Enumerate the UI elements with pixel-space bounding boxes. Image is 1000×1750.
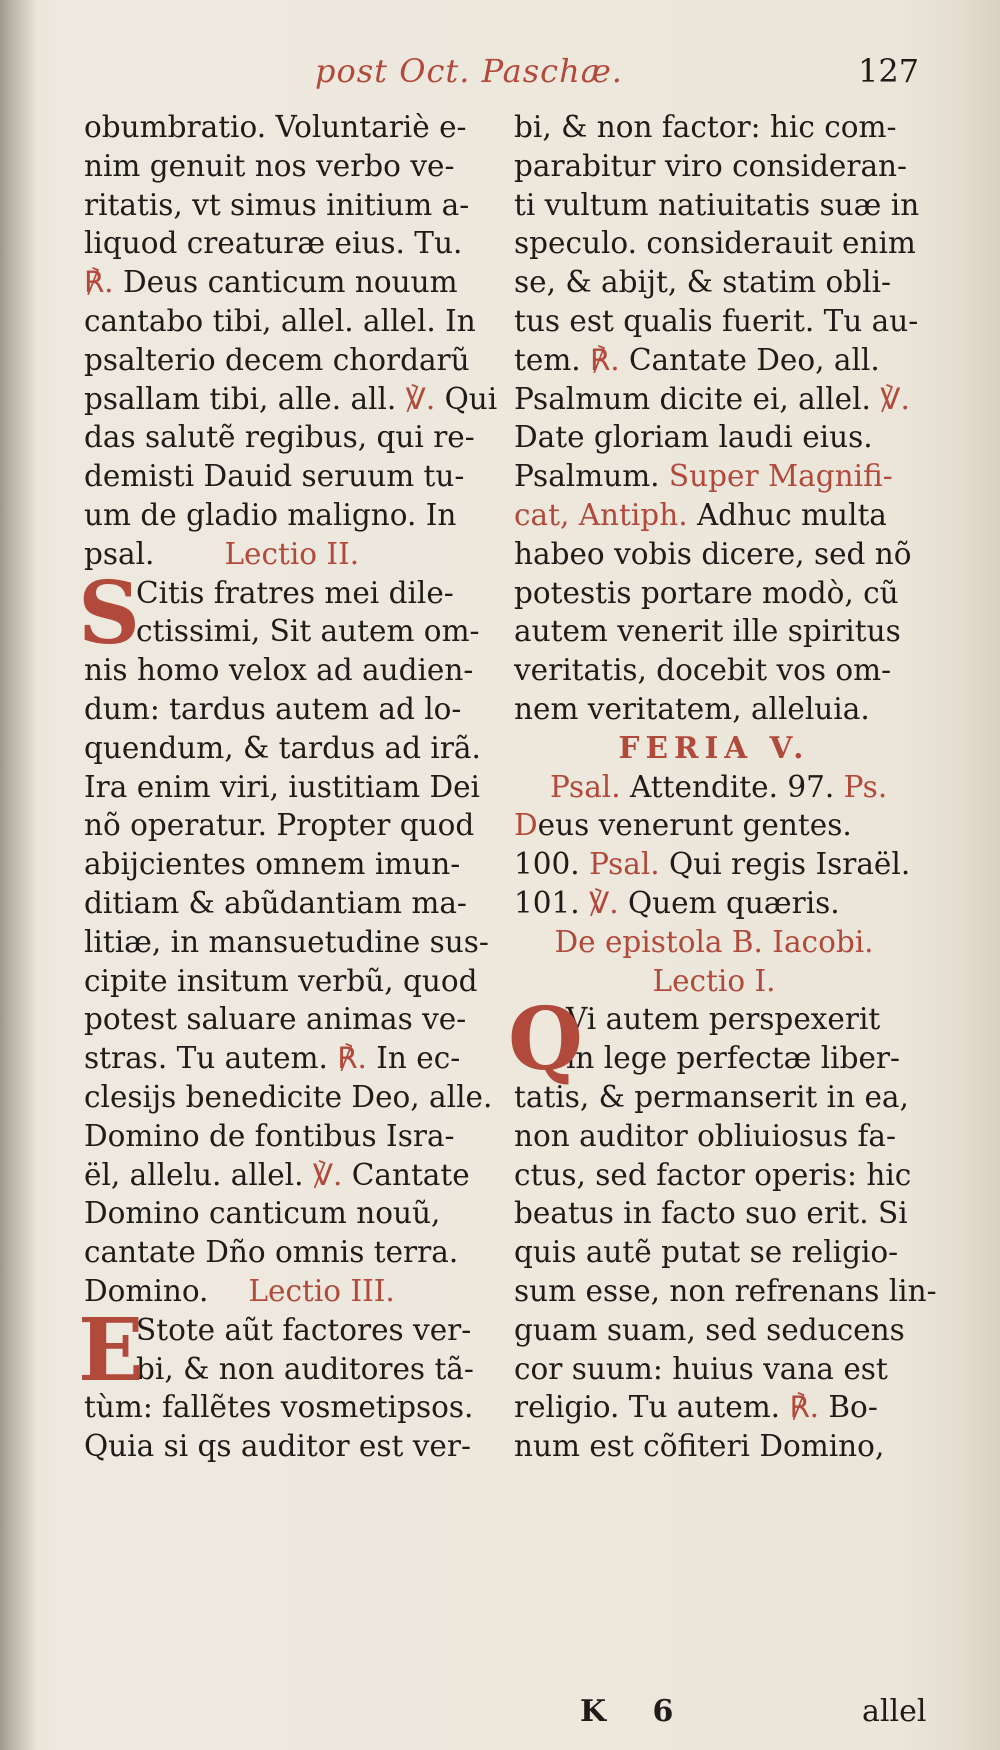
text-line: cantate Dño omnis terra. [84, 1235, 459, 1270]
text-line: guam suam, sed seducens [514, 1312, 905, 1347]
text-line: autem venerit ille spiritus [514, 614, 901, 649]
text-line: um de gladio maligno. In [84, 497, 457, 532]
text-line: cantabo tibi, allel. allel. In [84, 303, 476, 338]
left-column [78, 108, 498, 1466]
text-line: liquod creaturæ eius. Tu. [84, 226, 463, 261]
text-line: potest saluare animas ve- [84, 1002, 467, 1037]
text-line: 100. Psal. Qui regis Israël. [514, 847, 911, 882]
text-line: cat, Antiph. Adhuc multa [514, 497, 887, 532]
response-mark: ℟. [789, 1390, 819, 1425]
text-line: bi, & non factor: hic com- [514, 110, 897, 144]
text-line: psal. Lectio II. [84, 536, 360, 571]
text-line: Psalmum dicite ei, allel. ℣. [514, 381, 910, 416]
text-line: religio. Tu autem. ℟. Bo- [514, 1390, 878, 1425]
text-line: ctus, sed factor operis: hic [514, 1157, 912, 1192]
text-line: Domino canticum nouũ, [84, 1196, 441, 1231]
signature-mark: K 6 [580, 1694, 692, 1729]
text-line: litiæ, in mansuetudine sus- [84, 924, 489, 959]
versicle-mark: ℣. [312, 1157, 343, 1192]
text-line: speculo. considerauit enim [514, 226, 916, 261]
text-line: se, & abijt, & statim obli- [514, 265, 891, 300]
text-line: quis autẽ putat se religio- [514, 1235, 899, 1270]
text-line: demisti Dauid seruum tu- [84, 459, 465, 494]
text-line: Ira enim viri, iustitiam Dei [84, 769, 480, 804]
catchword: allel [862, 1694, 927, 1729]
text-line: tùm: fallẽtes vosmetipsos. [84, 1390, 474, 1425]
text-line: cor suum: huius vana est [514, 1351, 888, 1386]
text-line: Q Vi autem perspexerit [508, 989, 881, 1091]
text-line: abijcientes omnem imun- [84, 847, 461, 882]
text-line: beatus in facto suo erit. Si [514, 1196, 908, 1231]
response-mark: ℟. [337, 1041, 367, 1076]
text-line: ℟. Deus canticum nouum [84, 265, 458, 300]
running-title: post Oct. Paschæ. [315, 52, 623, 90]
page-number: 127 [858, 52, 920, 90]
right-column [508, 108, 937, 1466]
text-line: non auditor obliuiosus fa- [514, 1118, 896, 1153]
text-line: sum esse, non refrenans lin- [514, 1273, 937, 1308]
drop-capital: E [78, 1299, 144, 1401]
text-line: potestis portare modò, cũ [514, 575, 899, 610]
text-line: in lege perfectæ liber- [566, 1041, 901, 1076]
text-line: E Stote aũt factores ver- [78, 1299, 472, 1401]
text-line: obumbratio. Voluntariè e- [84, 110, 467, 144]
page-footer [0, 1694, 1000, 1734]
rubric-antiphon: cat, Antiph. [514, 497, 688, 532]
rubric-super-magnificat: Super Magnifi- [668, 459, 893, 494]
text-line: tatis, & permanserit in ea, [514, 1079, 909, 1114]
epistola-heading: De epistola B. Iacobi. [554, 924, 874, 959]
binding-gutter [0, 0, 36, 1750]
text-line: nem veritatem, alleluia. [514, 691, 870, 726]
text-line: Domino de fontibus Isra- [84, 1118, 455, 1153]
text-line: Date gloriam laudi eius. [514, 420, 873, 455]
text-line: ditiam & abũdantiam ma- [84, 885, 467, 920]
text-line: psallam tibi, alle. all. ℣. Qui [84, 381, 498, 416]
text-line: 101. ℣. Quem quæris. [514, 885, 840, 920]
text-line: nim genuit nos verbo ve- [84, 148, 455, 183]
drop-capital: S [78, 562, 141, 664]
text-line: nõ operatur. Propter quod [84, 808, 475, 843]
text-line: veritatis, docebit vos om- [514, 653, 892, 688]
feria-heading: FERIA V. [618, 729, 810, 765]
versicle-mark: ℣. [880, 381, 910, 416]
text-line: clesijs benedicite Deo, alle. [84, 1079, 493, 1114]
text-line: Domino. Lectio III. [84, 1273, 395, 1308]
text-line: ctissimi, Sit autem om- [136, 614, 480, 649]
text-line: S Citis fratres mei dile- [78, 562, 454, 664]
response-mark: ℟. [84, 265, 114, 300]
text-line: habeo vobis dicere, sed nõ [514, 536, 912, 571]
text-line: ti vultum natiuitatis suæ in [514, 187, 920, 222]
text-line: psalterio decem chordarũ [84, 342, 470, 377]
text-line: num est cõfiteri Domino, [514, 1429, 885, 1464]
text-line: tus est qualis fuerit. Tu au- [514, 303, 919, 338]
text-line: Quia si qs auditor est ver- [84, 1429, 471, 1464]
text-line: nis homo velox ad audien- [84, 653, 474, 688]
text-line: tem. ℟. Cantate Deo, all. [514, 342, 880, 377]
text-line: Psal. Attendite. 97. Ps. [550, 769, 888, 804]
versicle-mark: ℣. [589, 885, 619, 920]
text-line: ritatis, vt simus initium a- [84, 187, 470, 222]
text-line: stras. Tu autem. ℟. In ec- [84, 1041, 461, 1076]
text-line: dum: tardus autem ad lo- [84, 691, 462, 726]
lectio-i-heading: Lectio I. [652, 963, 776, 998]
text-line: Deus venerunt gentes. [514, 808, 852, 843]
versicle-mark: ℣. [405, 381, 436, 416]
response-mark: ℟. [590, 342, 620, 377]
text-line: cipite insitum verbũ, quod [84, 963, 478, 998]
text-line: parabitur viro consideran- [514, 148, 908, 183]
text-line: Psalmum. Super Magnifi- [514, 459, 893, 494]
text-line: das salutẽ regibus, qui re- [84, 420, 475, 455]
lectio-ii-heading: Lectio II. [224, 536, 360, 571]
lectio-iii-heading: Lectio III. [248, 1273, 395, 1308]
text-line: ël, allelu. allel. ℣. Cantate [84, 1157, 470, 1192]
page-header [0, 52, 1000, 102]
text-line: quendum, & tardus ad irã. [84, 730, 481, 765]
text-line: bi, & non auditores tã- [136, 1351, 474, 1386]
drop-capital: Q [508, 989, 583, 1091]
